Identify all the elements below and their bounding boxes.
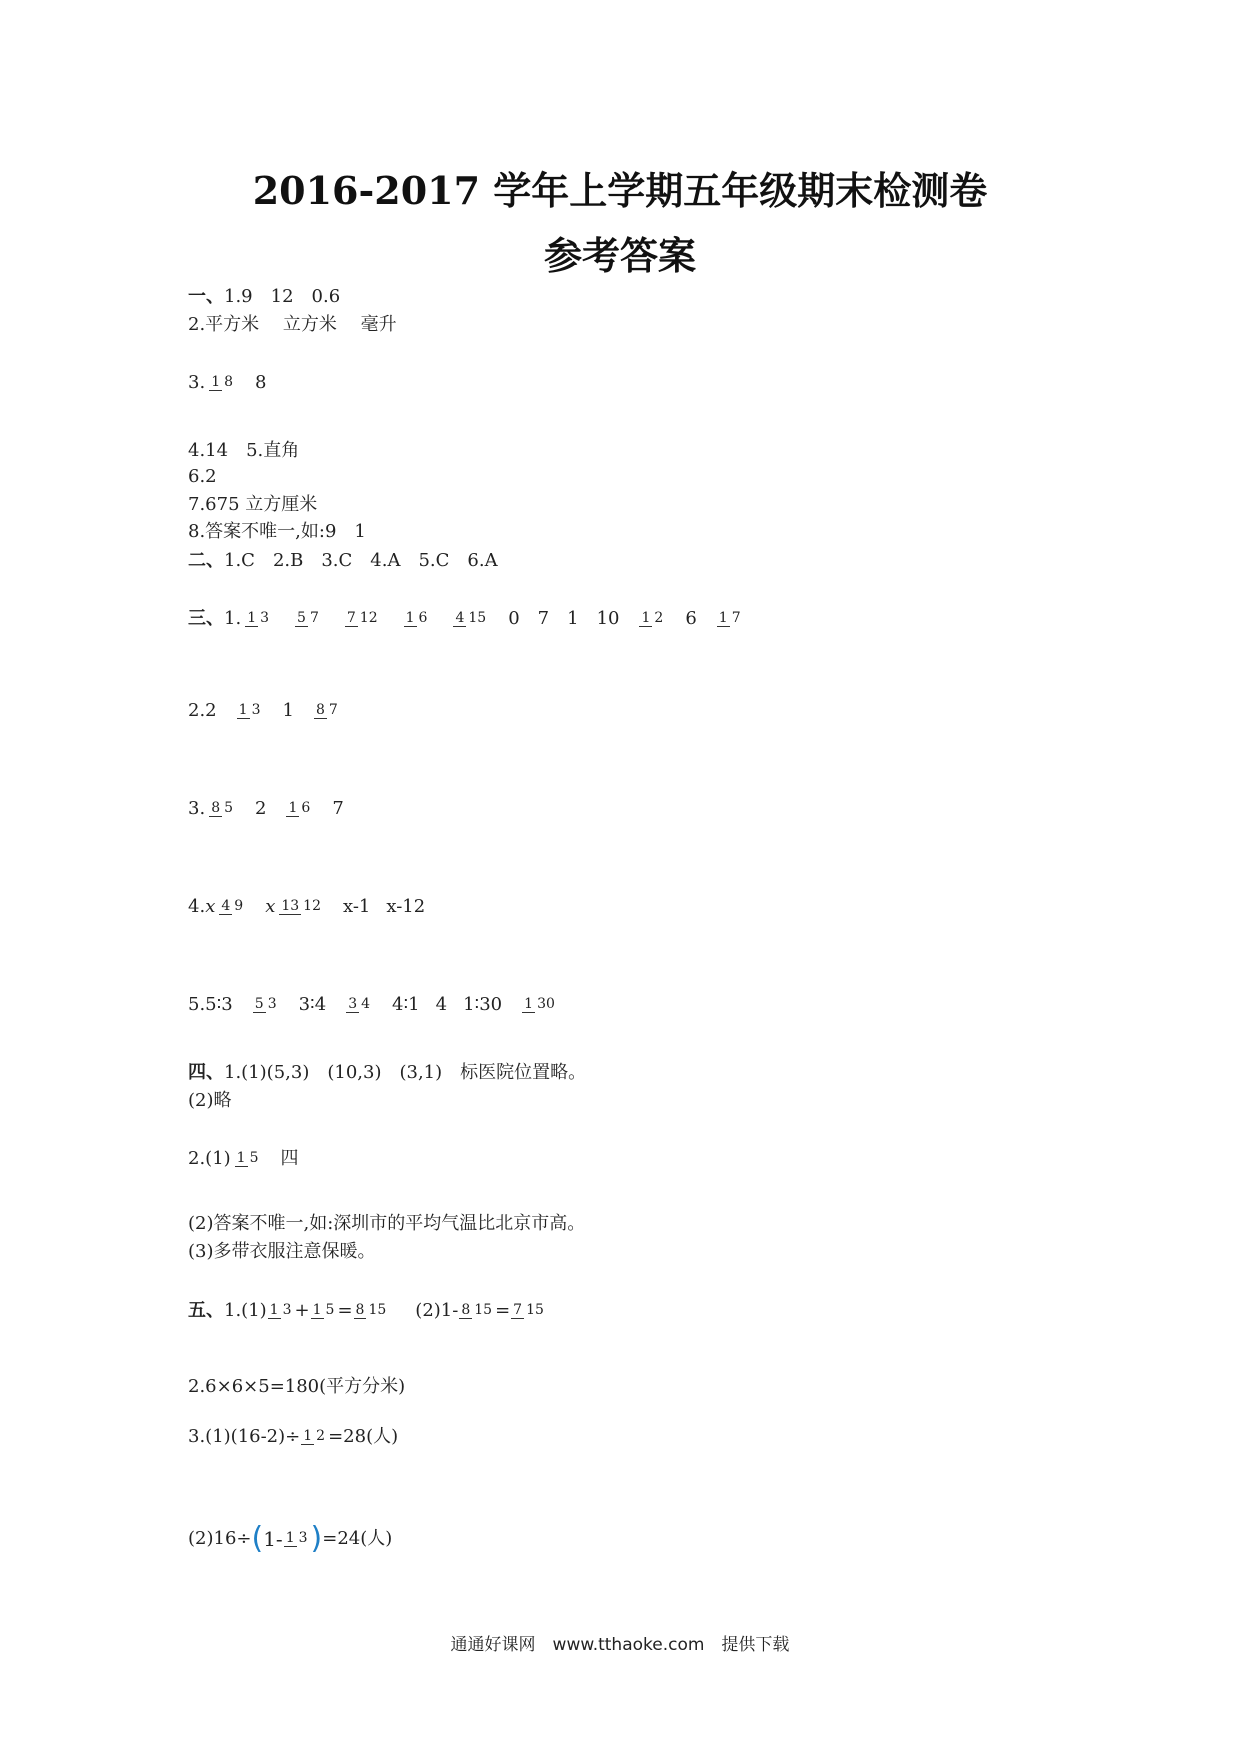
fraction: 1 3: [285, 1530, 308, 1546]
s5-q4: [188, 1521, 393, 1556]
fraction: 8 15: [355, 1302, 387, 1318]
s2-line: [188, 550, 498, 572]
s3-q5: [188, 994, 561, 1016]
answer-text: 8.答案不唯一,如:9 1: [188, 521, 366, 542]
fraction: 1 30: [524, 996, 555, 1012]
s1-line-1: [188, 286, 340, 308]
operator: =: [495, 1300, 511, 1321]
fraction: 4 15: [455, 610, 487, 626]
section-label: 二、: [188, 550, 224, 571]
answer-text: 2.平方米 立方米 毫升: [188, 314, 397, 335]
s1-line-7: [188, 521, 366, 543]
answer-text: 1-: [263, 1527, 283, 1551]
variable: x: [265, 896, 276, 917]
fraction: 1 5: [236, 1150, 259, 1166]
answer-text: 四: [280, 1148, 299, 1169]
fraction: 8 15: [461, 1302, 493, 1318]
s4-line-3: [188, 1148, 299, 1170]
fraction: 1 2: [303, 1428, 326, 1444]
answer-text: 2.6×6×5=180(平方分米): [188, 1376, 406, 1397]
fraction: 1 2: [641, 610, 664, 626]
s3-q1: [188, 608, 747, 630]
s5-q2: [188, 1376, 405, 1398]
answer-text: 6.2: [188, 466, 217, 487]
answer-text: x-12: [386, 896, 426, 917]
answer-text: 1.(1): [224, 1300, 267, 1321]
fraction: 3 4: [348, 996, 371, 1012]
answer-text: x-1: [343, 896, 371, 917]
answer-text: 7: [332, 798, 344, 819]
section-label: 三、: [188, 608, 224, 629]
document-subtitle: 参考答案: [543, 233, 696, 278]
answer-text: 4: [435, 994, 448, 1015]
answer-text: 1.9 12 0.6: [224, 286, 341, 307]
fraction: 8 7: [315, 702, 338, 718]
fraction: 1 8: [211, 374, 234, 390]
s4-line-4: [188, 1213, 585, 1235]
answer-text: 0 7 1 10: [508, 608, 620, 629]
answer-text: 5.5∶3: [188, 994, 233, 1015]
fraction: 4 9: [221, 898, 244, 914]
section-label: 一、: [188, 286, 224, 307]
s1-line-5: [188, 466, 217, 488]
answer-text: 1.(1)(5,3) (10,3) (3,1) 标医院位置略。: [224, 1062, 587, 1083]
s1-line-6: [188, 494, 317, 516]
fraction: 1 3: [238, 702, 261, 718]
answer-text: 4.14 5.直角: [188, 440, 300, 461]
answer-text: =28(人): [328, 1426, 399, 1447]
answer-text: 4∶1: [392, 994, 420, 1015]
s5-q1: [188, 1300, 547, 1322]
answer-text: (2)1-: [415, 1300, 459, 1321]
answer-text: 2: [255, 798, 267, 819]
fraction: 1 6: [405, 610, 428, 626]
footer-credit: 通通好课网 www.tthaoke.com 提供下载: [450, 1635, 790, 1655]
section-label: 四、: [188, 1062, 224, 1083]
answer-text: 2.(1): [188, 1148, 231, 1169]
fraction: 1 3: [247, 610, 270, 626]
fraction: 1 3: [269, 1302, 292, 1318]
answer-text: (2)16÷: [188, 1528, 252, 1549]
s3-q2: [188, 700, 344, 722]
right-paren: ): [310, 1521, 323, 1556]
s4-line-5: [188, 1241, 376, 1263]
answer-text: 1∶30: [463, 994, 503, 1015]
s5-q3: [188, 1426, 398, 1448]
fraction: 1 5: [312, 1302, 335, 1318]
fraction: 1 7: [718, 610, 741, 626]
document-title: 2016-2017 学年上学期五年级期末检测卷: [252, 168, 988, 213]
operator: +: [294, 1300, 310, 1321]
answer-text: (3)多带衣服注意保暖。: [188, 1241, 376, 1262]
s4-line-2: [188, 1090, 232, 1112]
answer-text: 8: [255, 372, 267, 393]
answer-text: 3∶4: [298, 994, 327, 1015]
s1-line-2: [188, 314, 397, 336]
section-label: 五、: [188, 1300, 224, 1321]
fraction: 1 6: [288, 800, 311, 816]
fraction: 7 15: [513, 1302, 544, 1318]
answer-text: 3.: [188, 798, 206, 819]
fraction: 5 7: [297, 610, 319, 626]
answer-text: 3.(1)(16-2)÷: [188, 1426, 301, 1447]
variable: x: [205, 896, 216, 917]
answer-text: 1.C 2.B 3.C 4.A 5.C 6.A: [224, 550, 498, 571]
s1-line-4: [188, 440, 299, 462]
answer-text: 6: [685, 608, 697, 629]
answer-text: 4.: [188, 896, 206, 917]
fraction: 8 5: [211, 800, 234, 816]
s4-line-1: [188, 1062, 586, 1084]
answer-text: 2.2: [188, 700, 217, 721]
s3-q4: [188, 896, 425, 918]
operator: =: [337, 1300, 353, 1321]
answer-text: (2)答案不唯一,如:深圳市的平均气温比北京市高。: [188, 1213, 586, 1234]
answer-text: 7.675 立方厘米: [188, 494, 318, 515]
answer-text: 1: [282, 700, 294, 721]
s3-q3: [188, 798, 344, 820]
fraction: 7 12: [346, 610, 378, 626]
answer-text: 3.: [188, 372, 206, 393]
answer-text: =24(人): [322, 1528, 393, 1549]
answer-text: (2)略: [188, 1090, 232, 1111]
s1-line-3: [188, 372, 266, 394]
answer-text: 1.: [224, 608, 242, 629]
fraction: 13 12: [281, 898, 321, 914]
left-paren: (: [251, 1521, 264, 1556]
fraction: 5 3: [254, 996, 277, 1012]
